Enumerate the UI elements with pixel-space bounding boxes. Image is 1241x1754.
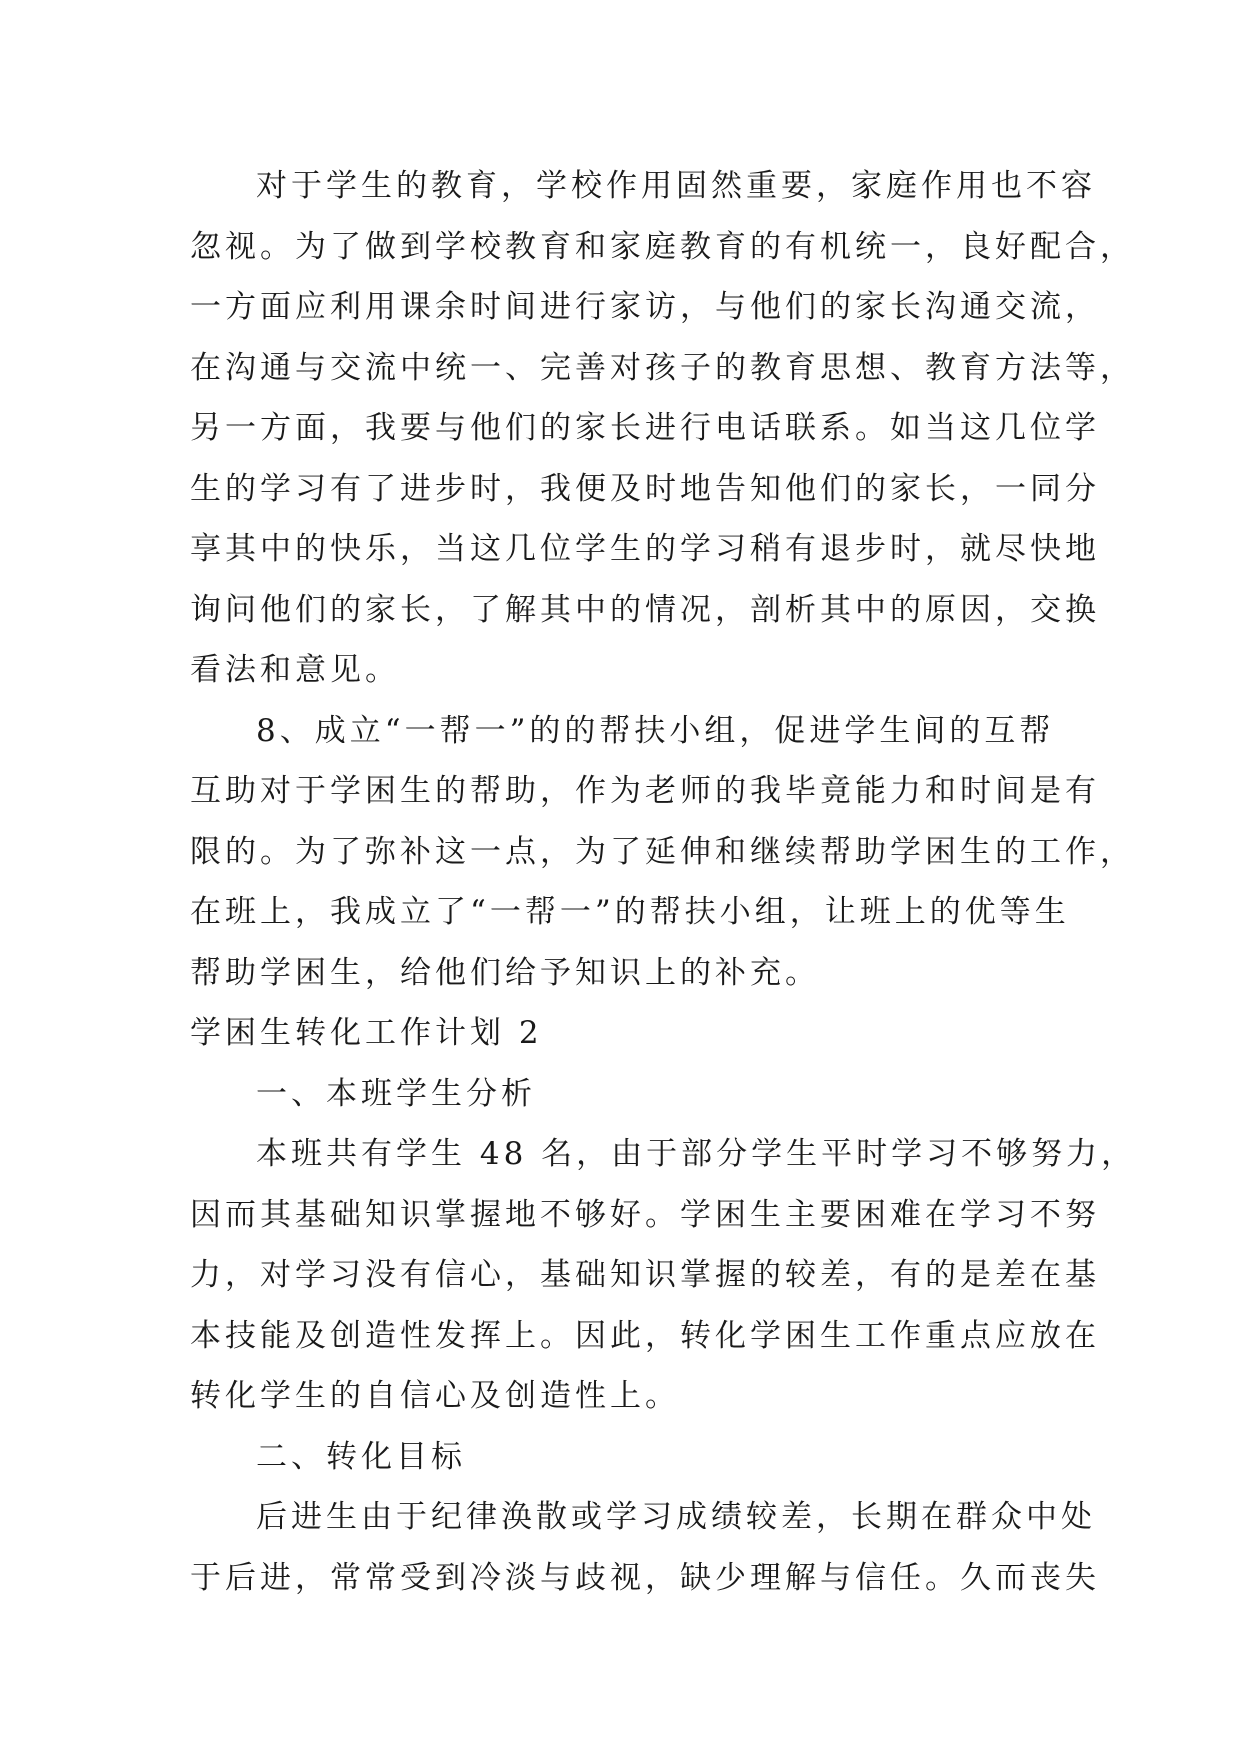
text-line: 在沟通与交流中统一、完善对孩子的教育思想、教育方法等， <box>190 349 1135 386</box>
text-line: 学困生转化工作计划 2 <box>190 1015 543 1051</box>
text-line: 对于学生的教育，学校作用固然重要，家庭作用也不容 <box>256 168 1096 204</box>
text-line: 8、成立“一帮一”的的帮扶小组，促进学生间的互帮 <box>256 712 1055 749</box>
text-line: 本技能及创造性发挥上。因此，转化学困生工作重点应放在 <box>190 1317 1100 1354</box>
text-line: 忽视。为了做到学校教育和家庭教育的有机统一，良好配合， <box>190 228 1135 265</box>
text-line: 互助对于学困生的帮助，作为老师的我毕竟能力和时间是有 <box>190 773 1100 809</box>
text-line: 后进生由于纪律涣散或学习成绩较差，长期在群众中处 <box>256 1499 1096 1535</box>
text-line: 转化学生的自信心及创造性上。 <box>190 1378 680 1414</box>
text-line: 生的学习有了进步时，我便及时地告知他们的家长，一同分 <box>190 470 1100 507</box>
text-line: 于后进，常常受到冷淡与歧视，缺少理解与信任。久而丧失 <box>190 1559 1100 1596</box>
text-line: 二、转化目标 <box>256 1438 466 1475</box>
text-line: 力，对学习没有信心，基础知识掌握的较差，有的是差在基 <box>190 1257 1100 1293</box>
text-line: 一方面应利用课余时间进行家访，与他们的家长沟通交流， <box>190 289 1100 325</box>
text-line: 本班共有学生 48 名，由于部分学生平时学习不够努力， <box>256 1136 1137 1172</box>
text-line: 因而其基础知识掌握地不够好。学困生主要困难在学习不努 <box>190 1196 1100 1233</box>
text-line: 享其中的快乐，当这几位学生的学习稍有退步时，就尽快地 <box>190 531 1100 567</box>
text-line: 看法和意见。 <box>190 652 400 688</box>
text-line: 限的。为了弥补这一点，为了延伸和继续帮助学困生的工作， <box>190 833 1135 870</box>
text-line: 一、本班学生分析 <box>256 1075 536 1112</box>
document-body <box>190 156 1137 1608</box>
text-line: 在班上，我成立了“一帮一”的帮扶小组，让班上的优等生 <box>190 894 1070 930</box>
text-line: 帮助学困生，给他们给予知识上的补充。 <box>190 954 820 991</box>
text-line: 另一方面，我要与他们的家长进行电话联系。如当这几位学 <box>190 410 1100 446</box>
text-line: 询问他们的家长，了解其中的情况，剖析其中的原因，交换 <box>190 591 1100 628</box>
